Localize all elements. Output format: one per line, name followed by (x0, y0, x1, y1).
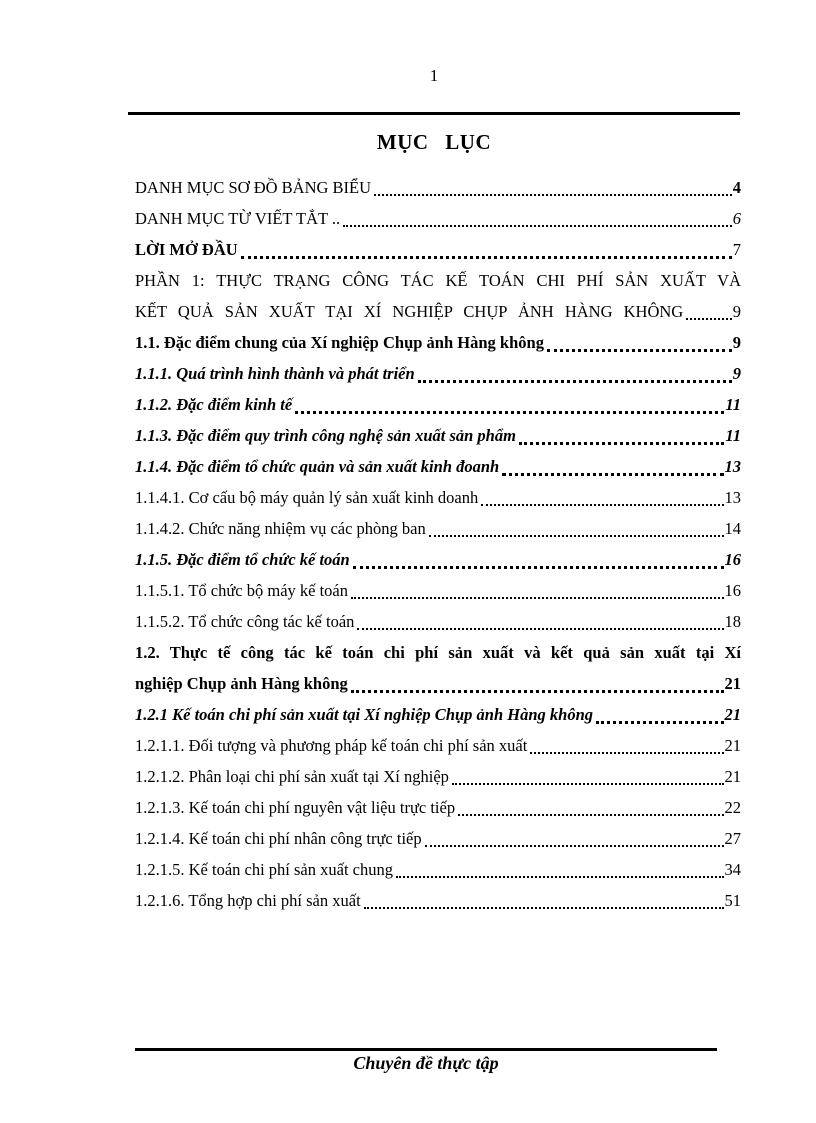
toc-entry (135, 823, 741, 854)
toc-entry-text: DANH MỤC TỪ VIẾT TẮT .. (135, 209, 341, 228)
toc-entry-page: 16 (724, 550, 741, 569)
dot-leader (452, 783, 724, 785)
toc-entry-page: 11 (725, 426, 741, 445)
toc-entry (135, 203, 741, 234)
toc-entry-page: 14 (724, 519, 741, 538)
dot-leader (418, 380, 732, 383)
toc-entry-page: 21 (724, 674, 741, 693)
toc-entry-text: 1.1.3. Đặc điểm quy trình công nghệ sản xuất sản phẩm (135, 426, 516, 445)
toc-list (135, 172, 741, 916)
dot-leader (686, 318, 732, 320)
toc-entry-page: 27 (724, 829, 741, 848)
dot-leader (502, 473, 723, 476)
toc-entry (135, 451, 741, 482)
toc-entry-text: 1.2.1 Kế toán chi phí sản xuất tại Xí nghiệp Chụp ảnh Hàng không (135, 705, 594, 724)
toc-entry (135, 730, 741, 761)
toc-entry-text: 1.1.5.1. Tổ chức bộ máy kế toán (135, 581, 349, 600)
toc-entry-text: 1.1.5. Đặc điểm tổ chức kế toán (135, 550, 350, 569)
toc-entry (135, 420, 741, 451)
footer-label: Chuyên đề thực tập (353, 1053, 499, 1073)
toc-entry-page: 18 (724, 612, 741, 631)
dot-leader (596, 721, 723, 724)
toc-entry-page: 9 (732, 364, 741, 383)
toc-entry-text: 1.2.1.5. Kế toán chi phí sản xuất chung (135, 860, 393, 879)
dot-leader (357, 628, 723, 630)
dot-leader (425, 845, 724, 847)
toc-entry (135, 606, 741, 637)
toc-entry (135, 699, 741, 730)
toc-entry (135, 885, 741, 916)
toc-entry-page: 13 (724, 488, 741, 507)
toc-entry-page: 4 (732, 178, 741, 197)
toc-entry-page: 13 (724, 457, 741, 476)
dot-leader (481, 504, 723, 506)
dot-leader (530, 752, 723, 754)
toc-entry-text: DANH MỤC SƠ ĐỒ BẢNG BIỂU (135, 178, 372, 197)
toc-entry-text: KẾT QUẢ SẢN XUẤT TẠI XÍ NGHIỆP CHỤP ẢNH HÀNG KHÔNG (135, 302, 684, 321)
toc-entry-text: LỜI MỞ ĐẦU (135, 240, 238, 259)
toc-entry-page: 21 (724, 705, 741, 724)
dot-leader (343, 225, 732, 227)
toc-entry (135, 172, 741, 203)
dot-leader (519, 442, 724, 445)
toc-entry-page: 6 (732, 209, 741, 228)
toc-entry (135, 234, 741, 265)
toc-entry (135, 327, 741, 358)
toc-entry-text: 1.1. Đặc điểm chung của Xí nghiệp Chụp ảnh Hàng không (135, 333, 544, 352)
toc-entry (135, 792, 741, 823)
toc-entry (135, 389, 741, 420)
toc-entry-text: 1.1.5.2. Tổ chức công tác kế toán (135, 612, 355, 631)
toc-entry (135, 358, 741, 389)
footer-rule (135, 1048, 717, 1051)
toc-entry-page: 7 (732, 240, 741, 259)
dot-leader (295, 411, 724, 414)
toc-entry-text: 1.2.1.3. Kế toán chi phí nguyên vật liệu trực tiếp (135, 798, 456, 817)
toc-entry-text: 1.1.4. Đặc điểm tổ chức quản và sản xuất kinh đoanh (135, 457, 500, 476)
toc-entry (135, 575, 741, 606)
toc-entry (135, 637, 741, 699)
toc-entry (135, 544, 741, 575)
toc-entry-text: 1.2.1.1. Đối tượng và phương pháp kế toán chi phí sản xuất (135, 736, 528, 755)
toc-entry-page: 21 (724, 767, 741, 786)
dot-leader (364, 907, 724, 909)
toc-entry-page: 11 (725, 395, 741, 414)
toc-entry-text: 1.1.4.1. Cơ cấu bộ máy quản lý sản xuất kinh doanh (135, 488, 479, 507)
toc-entry (135, 482, 741, 513)
toc-entry-page: 51 (724, 891, 741, 910)
toc-entry-page: 22 (724, 798, 741, 817)
toc-entry-text: 1.2. Thực tế công tác kế toán chi phí sản xuất và kết quả sản xuất tại Xí (135, 643, 741, 662)
toc-entry-page: 34 (724, 860, 741, 879)
toc-entry-text: 1.1.2. Đặc điểm kinh tế (135, 395, 293, 414)
header-rule (128, 112, 740, 115)
dot-leader (351, 690, 724, 693)
toc-entry-text: 1.1.4.2. Chức năng nhiệm vụ các phòng ban (135, 519, 426, 538)
toc-entry-page: 16 (724, 581, 741, 600)
toc-entry-page: 9 (732, 302, 741, 321)
toc-entry-text: 1.2.1.4. Kế toán chi phí nhân công trực tiếp (135, 829, 422, 848)
dot-leader (351, 597, 723, 599)
toc-entry (135, 265, 741, 327)
dot-leader (241, 256, 732, 259)
dot-leader (458, 814, 723, 816)
dot-leader (396, 876, 724, 878)
page-number: 1 (429, 66, 439, 85)
toc-entry-page: 21 (724, 736, 741, 755)
toc-entry (135, 854, 741, 885)
page-title: MỤC LỤC (376, 130, 492, 154)
toc-entry-text: nghiệp Chụp ảnh Hàng không (135, 674, 348, 693)
dot-leader (429, 535, 724, 537)
toc-entry-text: 1.2.1.6. Tổng hợp chi phí sản xuất (135, 891, 361, 910)
dot-leader (547, 349, 732, 352)
toc-entry-text: PHẦN 1: THỰC TRẠNG CÔNG TÁC KẾ TOÁN CHI PHÍ SẢN XUẤT VÀ (135, 271, 741, 290)
toc-entry (135, 761, 741, 792)
toc-entry-page: 9 (732, 333, 741, 352)
toc-entry-text: 1.1.1. Quá trình hình thành và phát triển (135, 364, 415, 383)
toc-entry (135, 513, 741, 544)
dot-leader (353, 566, 724, 569)
toc-entry-text: 1.2.1.2. Phân loại chi phí sản xuất tại Xí nghiệp (135, 767, 449, 786)
dot-leader (374, 194, 732, 196)
